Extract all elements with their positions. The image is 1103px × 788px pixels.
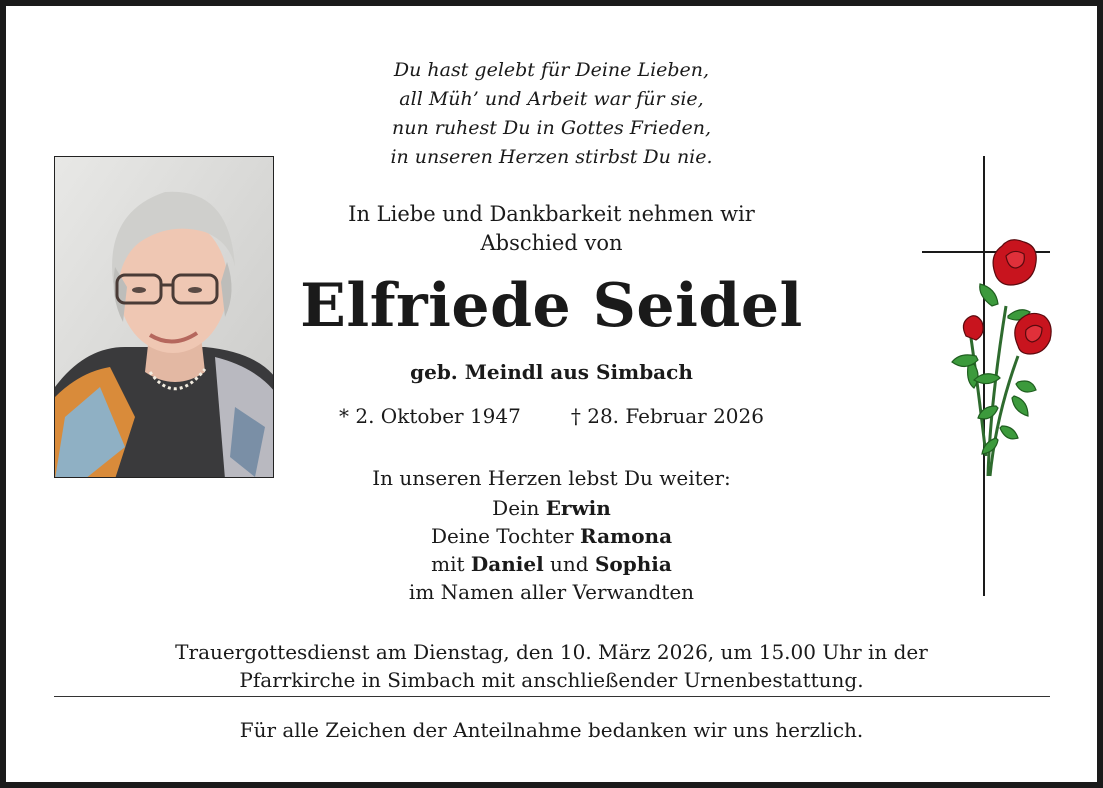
service-info: Trauergottesdienst am Dienstag, den 10. März 2026, um 15.00 Uhr in der Pfarrkirche in Simbach mit anschließender Urnenbestattung. [175,640,928,692]
intro-text: In Liebe und Dankbarkeit nehmen wir Abschied von [348,202,755,255]
thanks-line: Für alle Zeichen der Anteilnahme bedanken wir uns herzlich. [239,718,864,742]
poem-line: in unseren Herzen stirbst Du nie. [390,146,713,168]
mourner-line: Dein Erwin [492,496,611,520]
mourner-line: im Namen aller Verwandten [408,580,695,604]
death-date: † 28. Februar 2026 [570,404,764,428]
poem-line: all Müh’ und Arbeit war für sie, [399,88,704,110]
poem [6,56,1097,172]
divider [54,696,1050,697]
birth-date: * 2. Oktober 1947 [339,404,521,428]
mourner-line: mit Daniel und Sophia [431,552,672,576]
deceased-name: Elfriede Seidel [300,271,803,341]
cross-with-roses-icon [918,156,1063,596]
birth-name: geb. Meindl aus Simbach [410,360,693,384]
poem-line: nun ruhest Du in Gottes Frieden, [391,117,712,139]
heart-line: In unseren Herzen lebst Du weiter: [372,466,731,490]
mourner-line: Deine Tochter Ramona [430,524,673,548]
poem-line: Du hast gelebt für Deine Lieben, [393,59,710,81]
